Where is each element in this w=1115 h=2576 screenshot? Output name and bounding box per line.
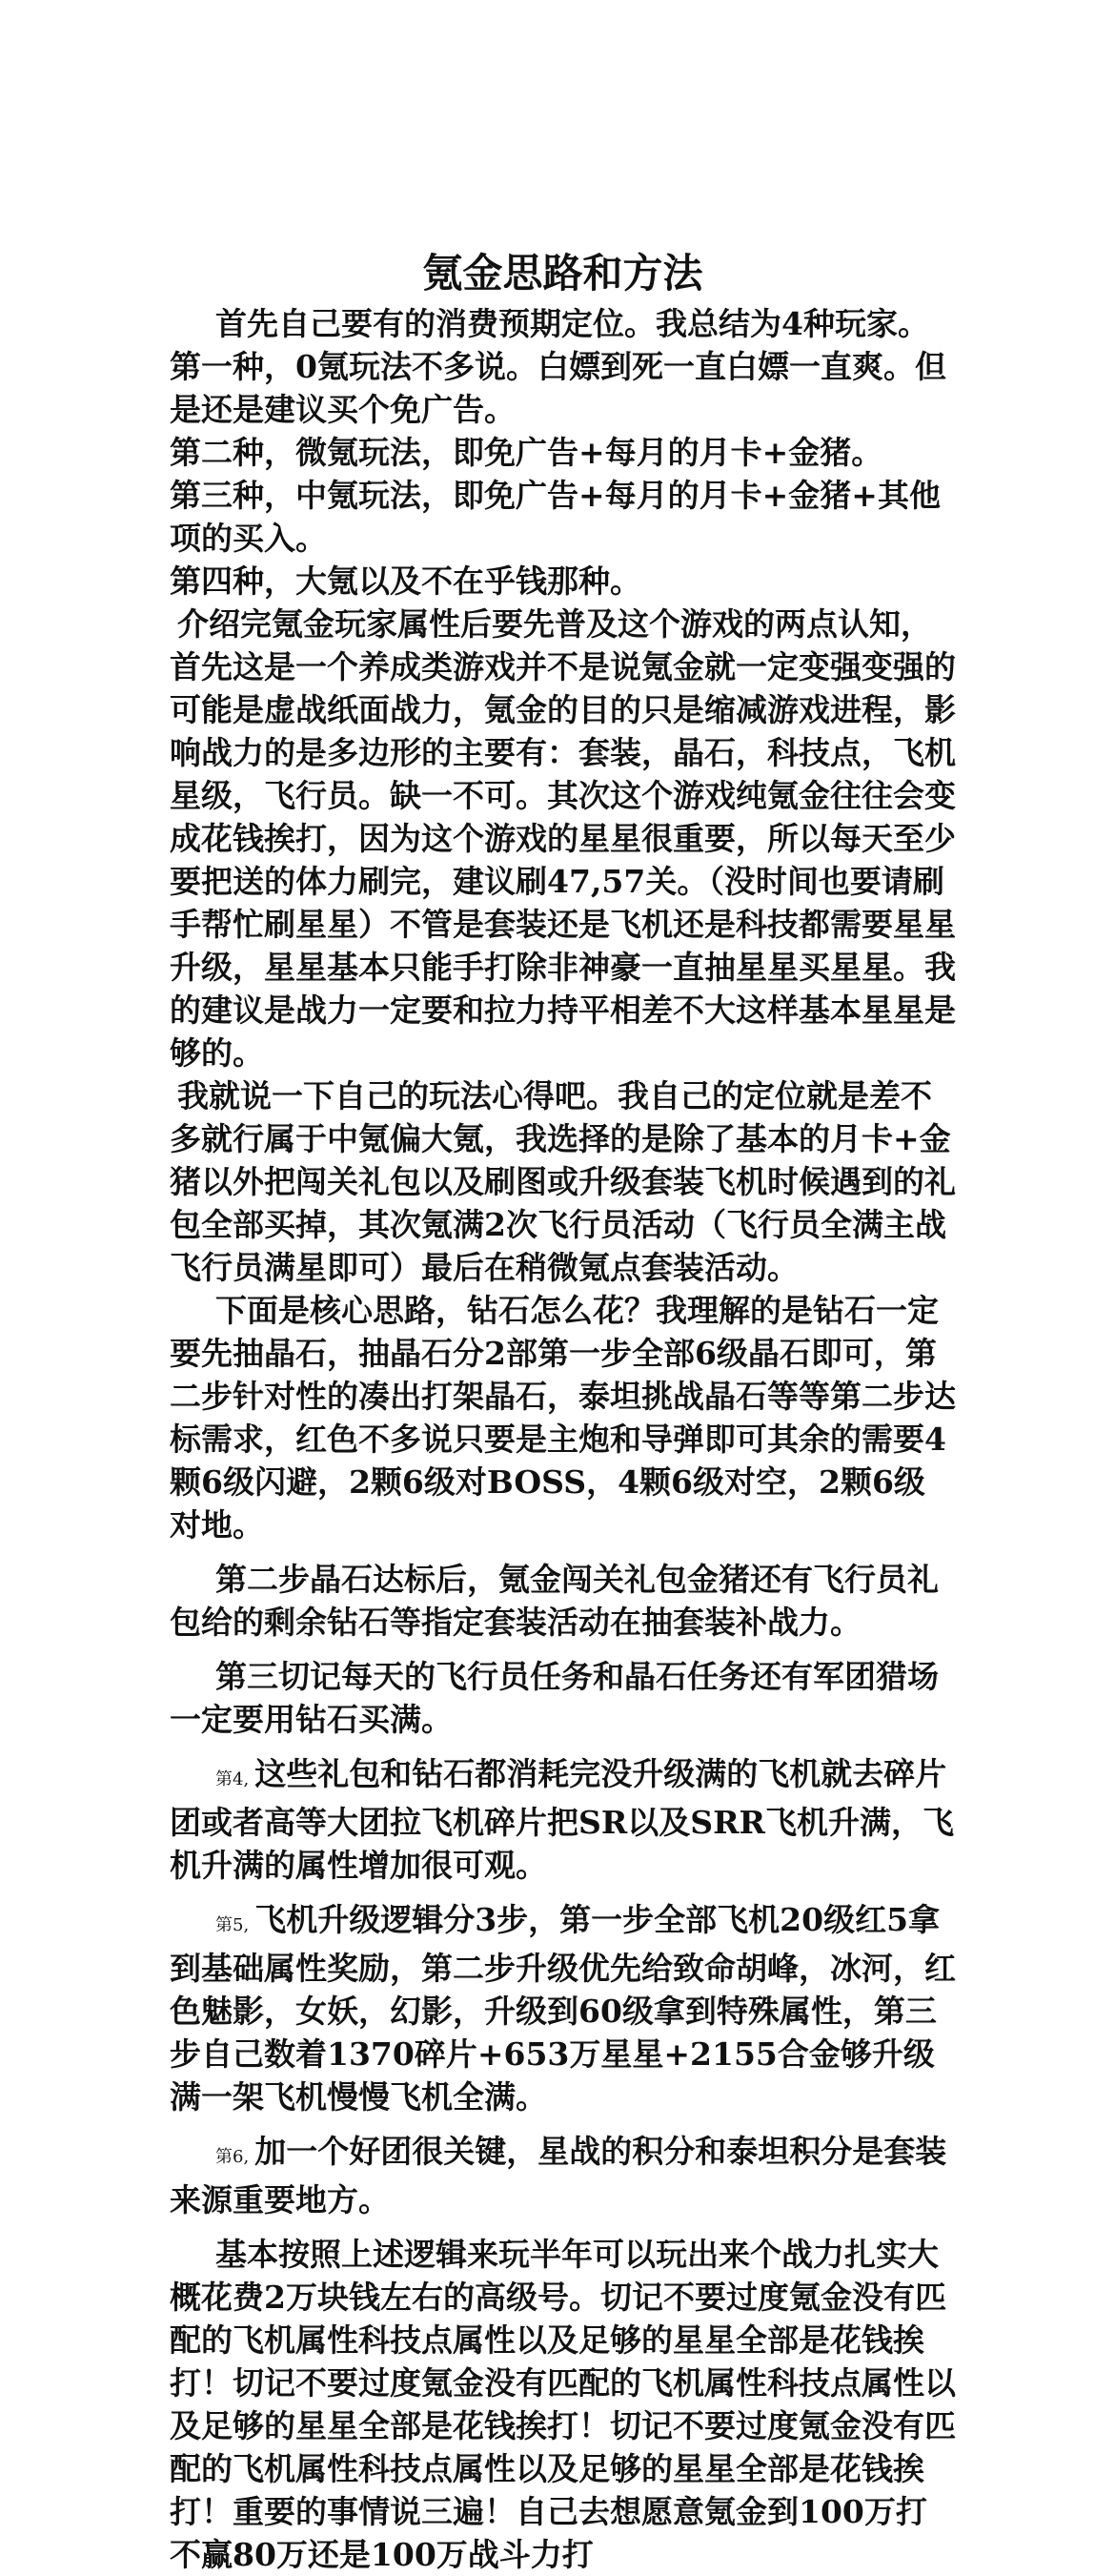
paragraph-summary: 基本按照上述逻辑来玩半年可以玩出来个战力扎实大概花费2万块钱左右的高级号。切记不要过度氪金没有匹配的飞机属性科技点属性以及足够的星星全部是花钱挨打！切记不要过度氪金没有匹配的飞机属性科技点属性以及足够的星星全部是花钱挨打！切记不要过度氪金没有匹配的飞机属性科技点属性以及足够的星星全部是花钱挨打！重要的事情说三遍！自己去想愿意氪金到100万打不赢80万还是100万战斗力打	[170, 2236, 956, 2573]
page-title: 氪金思路和方法	[422, 250, 703, 296]
paragraph-intro: 首先自己要有的消费预期定位。我总结为4种玩家。	[215, 305, 929, 342]
step-marker-4: 第4,	[215, 1769, 250, 1789]
paragraph-step-six-text: 加一个好团很关键，星战的积分和泰坦积分是套装来源重要地方。	[170, 2133, 947, 2218]
paragraph-step-two: 第二步晶石达标后，氪金闯关礼包金猪还有飞行员礼包给的剩余钻石等指定套装活动在抽套装补战力。	[170, 1561, 939, 1641]
document-body	[170, 245, 956, 2576]
paragraph-step-three: 第三切记每天的飞行员任务和晶石任务还有军团猎场一定要用钻石买满。	[170, 1658, 939, 1738]
paragraph-step-four-text: 这些礼包和钻石都消耗完没升级满的飞机就去碎片团或者高等大团拉飞机碎片把SR以及SRR飞机升满，飞机升满的属性增加很可观。	[170, 1755, 954, 1884]
paragraph-type-1: 第一种，0氪玩法不多说。白嫖到死一直白嫖一直爽。但是还是建议买个免广告。	[170, 348, 946, 428]
paragraph-step-six	[170, 2130, 956, 2221]
paragraph-core-idea: 下面是核心思路，钻石怎么花？我理解的是钻石一定要先抽晶石，抽晶石分2部第一步全部6级晶石即可，第二步针对性的凑出打架晶石，泰坦挑战晶石等等第二步达标需求，红色不多说只要是主炮和导弹即可其余的需要4颗6级闪避，2颗6级对BOSS，4颗6级对空，2颗6级对地。	[170, 1292, 956, 1544]
paragraph-type-3: 第三种，中氪玩法，即免广告+每月的月卡+金猪+其他项的买入。	[170, 477, 941, 557]
step-marker-5: 第5,	[215, 1915, 250, 1935]
step-marker-6: 第6,	[215, 2147, 250, 2167]
paragraph-step-four	[170, 1752, 956, 1887]
paragraph-type-2: 第二种，微氪玩法，即免广告+每月的月卡+金猪。	[170, 434, 883, 471]
paragraph-type-4: 第四种，大氪以及不在乎钱那种。	[170, 562, 641, 600]
paragraph-step-five	[170, 1898, 956, 2118]
paragraph-game-knowledge: 介绍完氪金玩家属性后要先普及这个游戏的两点认知，首先这是一个养成类游戏并不是说氪金就一定变强变强的可能是虚战纸面战力，氪金的目的只是缩减游戏进程，影响战力的是多边形的主要有：套装，晶石，科技点，飞机星级，飞行员。缺一不可。其次这个游戏纯氪金往往会变成花钱挨打，因为这个游戏的星星很重要，所以每天至少要把送的体力刷完，建议刷47,57关。（没时间也要请刷手帮忙刷星星）不管是套装还是飞机还是科技都需要星星升级，星星基本只能手打除非神豪一直抽星星买星星。我的建议是战力一定要和拉力持平相差不大这样基本星星是够的。	[170, 605, 956, 1072]
paragraph-my-play: 我就说一下自己的玩法心得吧。我自己的定位就是差不多就行属于中氪偏大氪，我选择的是除了基本的月卡+金猪以外把闯关礼包以及刷图或升级套装飞机时候遇到的礼包全部买掉，其次氪满2次飞行员活动（飞行员全满主战飞行员满星即可）最后在稍微氪点套装活动。	[170, 1077, 956, 1286]
paragraph-step-five-text: 飞机升级逻辑分3步，第一步全部飞机20级红5拿到基础属性奖励，第二步升级优先给致命胡峰，冰河，红色魅影，女妖，幻影，升级到60级拿到特殊属性，第三步自己数着1370碎片+653万星星+2155合金够升级满一架飞机慢慢飞机全满。	[170, 1901, 956, 2116]
